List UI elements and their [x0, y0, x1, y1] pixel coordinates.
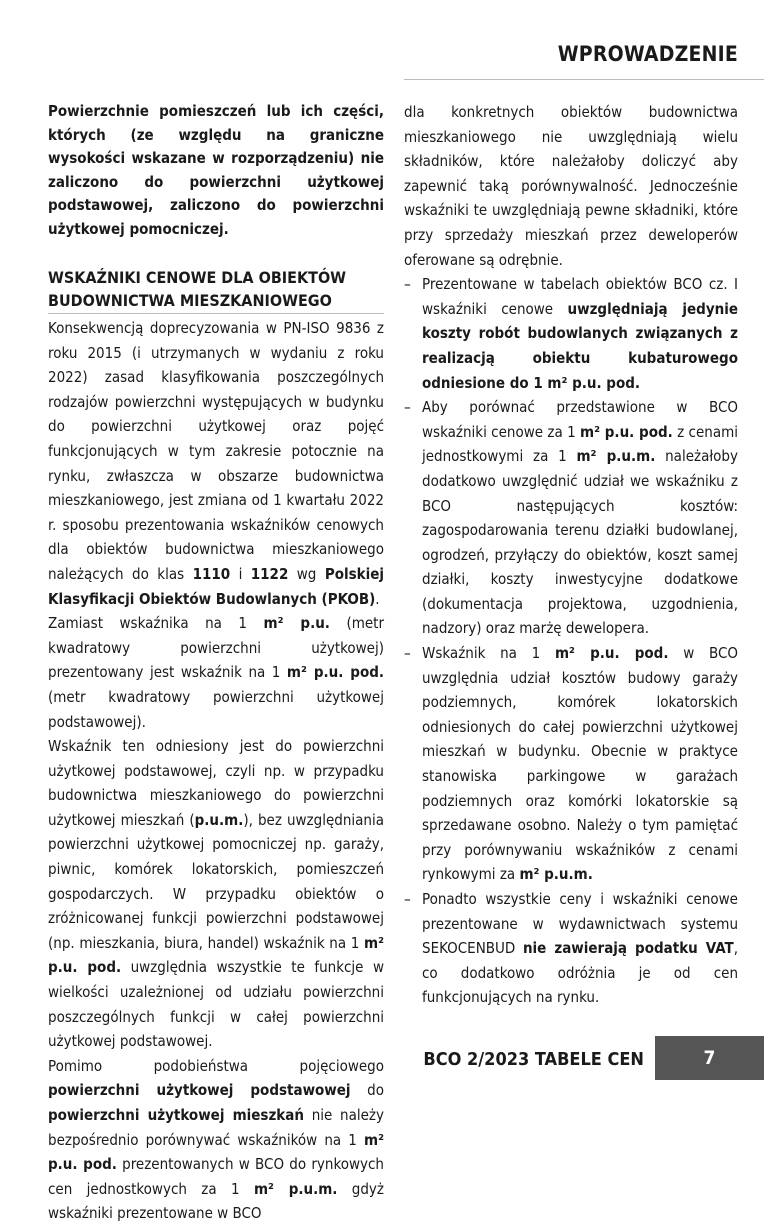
header-rule — [404, 79, 764, 80]
bullet-item: – Aby porównać przedstawione w BCO wskaźniki cenowe za 1 m² p.u. pod. z cenami jednostkowymi za 1 m² p.u.m. należałoby dodatkowo uwzględnić udział we wskaźniku z BCO następujących kosztów: zagospodarowania terenu działki budowlanej, ogrodzeń, przyłączy do obiektów, koszt samej działki, koszty inwestycyjne dodatkowe (dokumentacja projektowa, uzgodnienia, nadzory) oraz marżę dewelopera. — [404, 395, 738, 641]
bullet-item: – Prezentowane w tabelach obiektów BCO cz. I wskaźniki cenowe uwzględniają jedynie koszty robót budowlanych związanych z realizacją obiektu kubaturowego odniesione do 1 m² p.u. pod. — [404, 272, 738, 395]
page-number: 7 — [655, 1036, 764, 1080]
paragraph-1: Konsekwencją doprecyzowania w PN-ISO 9836 z roku 2015 (i utrzymanych w wydaniu z roku 2022) zasad klasyfikowania poszczególnych rodzajów powierzchni występujących w budynku do powierzchni użytkowej oraz pojęć funkcjonujących w tym zakresie potocznie na rynku, zwłaszcza w obszarze budownictwa mieszkaniowego, jest zmiana od 1 kwartału 2022 r. sposobu prezentowania wskaźników cenowych dla obiektów budownictwa mieszkaniowego należących do klas 1110 i 1122 wg Polskiej Klasyfikacji Obiektów Budowlanych (PKOB). — [48, 319, 384, 608]
paragraph-2: Zamiast wskaźnika na 1 m² p.u. (metr kwadratowy powierzchni użytkowej) prezentowany jest wskaźnik na 1 m² p.u. pod. (metr kwadratowy powierzchni użytkowej podstawowej). — [48, 614, 385, 731]
paragraph-4: Pomimo podobieństwa pojęciowego powierzchni użytkowej podstawowej do powierzchni użytkowej mieszkań nie należy bezpośrednio porównywać wskaźników na 1 m² p.u. pod. prezentowanych w BCO do rynkowych cen jednostkowych za 1 m² p.u.m. gdyż wskaźniki prezentowane w BCO — [48, 1056, 385, 1223]
continued-paragraph: dla konkretnych obiektów budownictwa mieszkaniowego nie uwzględniają wielu składników, które należałoby doliczyć aby zapewnić taką porównywalność. Jednocześnie wskaźniki te uwzględniają pewne składniki, które przy sprzedaży mieszkań przez deweloperów oferowane są odrębnie. — [404, 103, 738, 269]
bullet-item: – Ponadto wszystkie ceny i wskaźniki cenowe prezentowane w wydawnictwach systemu SEKOCENBUD nie zawierają podatku VAT, co dodatkowo odróżnia je od cen funkcjonujących na rynku. — [404, 887, 738, 1010]
dash-bullet: – — [404, 890, 411, 908]
section-heading: WSKAŹNIKI CENOWE DLA OBIEKTÓW BUDOWNICTWA MIESZKANIOWEGO — [48, 266, 384, 314]
bullet-item: – Wskaźnik na 1 m² p.u. pod. w BCO uwzględnia udział kosztów budowy garaży podziemnych, komórek lokatorskich odniesionych do całej powierzchni użytkowej mieszkań w budynku. Obecnie w praktyce stanowiska parkingowe w garażach podziemnych oraz komórki lokatorskie są sprzedawane osobno. Należy o tym pamiętać przy porównywaniu wskaźników z cenami rynkowymi za m² p.u.m. — [404, 641, 738, 887]
footer-publication-title: BCO 2/2023 TABELE CEN — [423, 1049, 644, 1070]
paragraph-3: Wskaźnik ten odniesiony jest do powierzchni użytkowej podstawowej, czyli np. w przypadku budownictwa mieszkaniowego do powierzchni użytkowej mieszkań (p.u.m.), bez uwzględniania powierzchni użytkowej pomocniczej np. garaży, piwnic, komórek lokatorskich, pomieszczeń gospodarczych. W przypadku obiektów o zróżnicowanej funkcji powierzchni podstawowej (np. mieszkania, biura, handel) wskaźnik na 1 m² p.u. pod. uwzględnia wszystkie te funkcje w wielkości uzależnionej od udziału powierzchni poszczególnych funkcji w całej powierzchni użytkowej podstawowej. — [48, 737, 384, 1051]
right-column — [404, 100, 738, 1010]
dash-bullet: – — [404, 275, 411, 294]
dash-bullet: – — [404, 398, 411, 417]
dash-bullet: – — [404, 644, 411, 663]
left-column — [48, 100, 384, 1226]
page-header-title: WPROWADZENIE — [557, 42, 738, 66]
intro-paragraph: Powierzchnie pomieszczeń lub ich części, których (ze względu na graniczne wysokości wskazane w rozporządzeniu) nie zaliczono do powierzchni użytkowej podstawowej, zaliczono do powierzchni użytkowej pomocniczej. — [48, 102, 384, 238]
